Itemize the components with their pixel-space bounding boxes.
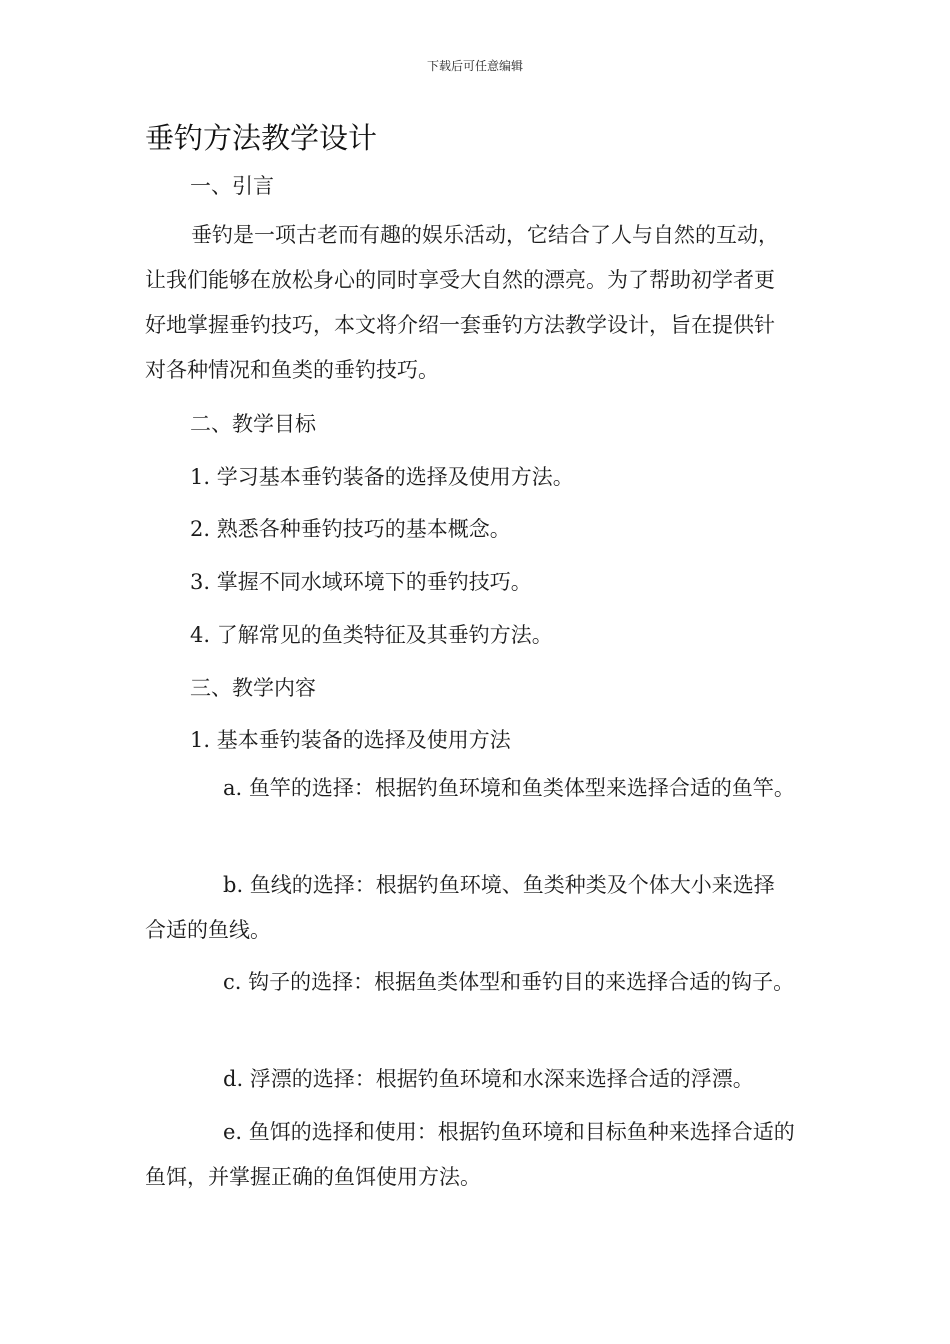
goal-item: 1. 学习基本垂钓装备的选择及使用方法。 bbox=[190, 465, 574, 489]
document-title: 垂钓方法教学设计 bbox=[145, 121, 378, 155]
intro-paragraph: 垂钓是一项古老而有趣的娱乐活动，它结合了人与自然的互动，让我们能够在放松身心的同时享受大自然的漂亮。为了帮助初学者更好地掌握垂钓技巧，本文将介绍一套垂钓方法教学设计，旨在提供针对各种情况和鱼类的垂钓技巧。 bbox=[145, 223, 779, 382]
goal-item: 2. 熟悉各种垂钓技巧的基本概念。 bbox=[190, 517, 511, 541]
content-subitem: e. 鱼饵的选择和使用：根据钓鱼环境和目标鱼种来选择合适的鱼饵，并掌握正确的鱼饵使用方法。 bbox=[145, 1120, 795, 1189]
content-subitem: b. 鱼线的选择：根据钓鱼环境、鱼类种类及个体大小来选择合适的鱼线。 bbox=[145, 873, 775, 942]
section-heading-content: 三、教学内容 bbox=[190, 676, 316, 700]
content-subitem: a. 鱼竿的选择：根据钓鱼环境和鱼类体型来选择合适的鱼竿。 bbox=[223, 776, 795, 800]
content-item: 1. 基本垂钓装备的选择及使用方法 bbox=[190, 728, 511, 752]
content-subitem: d. 浮漂的选择：根据钓鱼环境和水深来选择合适的浮漂。 bbox=[223, 1067, 754, 1091]
goal-item: 4. 了解常见的鱼类特征及其垂钓方法。 bbox=[190, 623, 553, 647]
content-subitem: c. 钩子的选择：根据鱼类体型和垂钓目的来选择合适的钩子。 bbox=[223, 970, 795, 994]
section-heading-intro: 一、引言 bbox=[190, 174, 274, 198]
section-heading-goals: 二、教学目标 bbox=[190, 412, 316, 436]
header-note: 下载后可任意编辑 bbox=[426, 59, 523, 73]
goal-item: 3. 掌握不同水域环境下的垂钓技巧。 bbox=[190, 570, 532, 594]
